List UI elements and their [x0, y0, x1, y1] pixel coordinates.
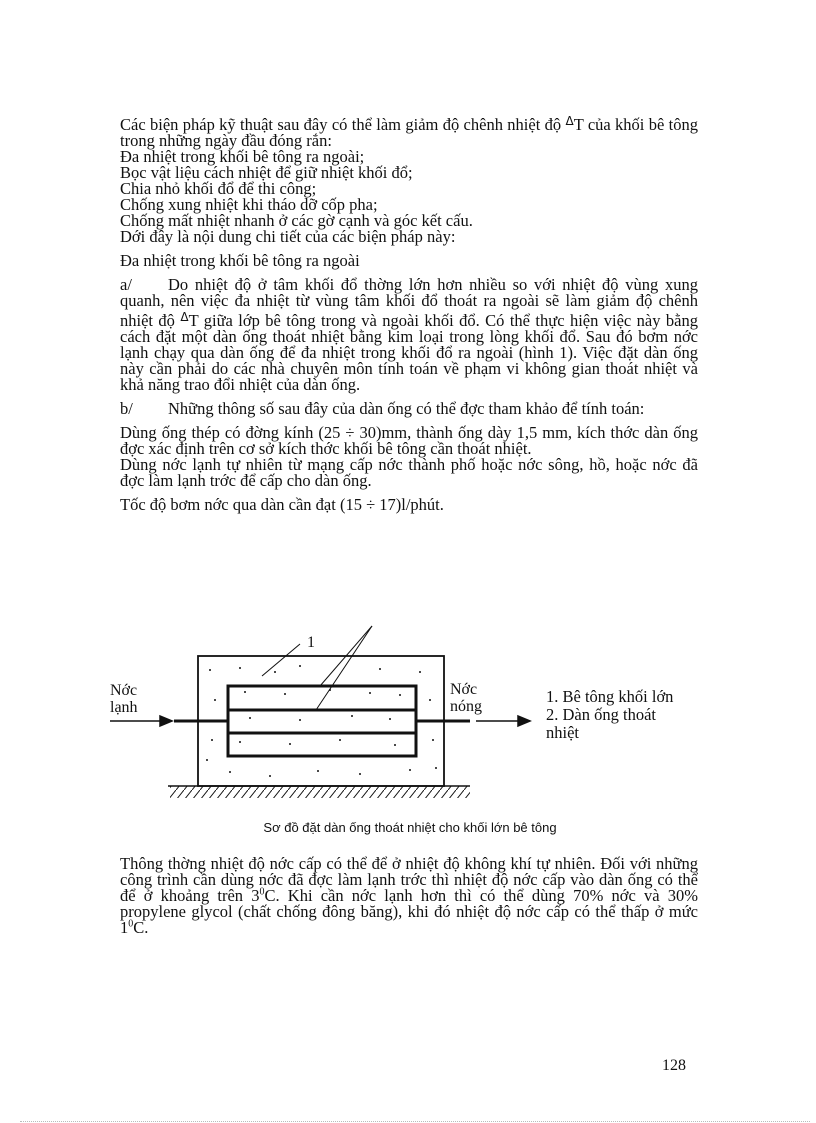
- measure-item: Đa nhiệt trong khối bê tông ra ngoài;: [120, 147, 365, 166]
- outlet-arrow: [476, 716, 530, 726]
- measure-item: Chống mất nhiệt nhanh ở các gờ cạnh và góc kết cấu.: [120, 211, 473, 230]
- paragraph-b-label: b/: [120, 399, 133, 418]
- delta-symbol: Δ: [180, 310, 189, 324]
- paragraph-b: b/ Những thông số sau đây của dàn ống có thể đợc tham khảo để tính toán:: [120, 399, 645, 418]
- page-bottom-rule: [20, 1121, 810, 1122]
- degree-superscript: 0: [259, 886, 265, 898]
- figure-caption: Sơ đồ đặt dàn ống thoát nhiệt cho khối lớn bê tông: [263, 820, 557, 835]
- measure-item: Bọc vật liệu cách nhiệt để giữ nhiệt khối đổ;: [120, 163, 413, 182]
- param-item: Tốc độ bơm nớc qua dàn cần đạt (15 ÷ 17)l/phút.: [120, 495, 444, 514]
- closing-paragraph: Thông thờng nhiệt độ nớc cấp có thể để ở nhiệt độ không khí tự nhiên. Đối với những công trình cần dùng nớc đã đợc làm lạnh trớc thì nhiệt độ nớc cấp vào dàn ống có thể để ở khoảng trên $3^0C$. Khi cần nớc lạnh hơn thì có thể dùng 70% nớc và 30% propylene glycol (chất chống đông băng), khi đó nhiệt độ nớc cấp có thể thấp ở mức $1^0C$.: [120, 854, 698, 937]
- outlet-label: Nớc nóng: [450, 681, 482, 715]
- ground-hatch: [170, 786, 470, 798]
- measure-item: Chia nhỏ khối đổ để thi công;: [120, 179, 317, 198]
- param-item: Dùng ống thép có đờng kính (25 ÷ 30)mm, thành ống dày 1,5 mm, kích thớc dàn ống đợc xác định trên cơ sở kích thớc khối bê tông cần thoát nhiệt.: [120, 423, 698, 458]
- legend-item: 1. Bê tông khối lớn: [546, 687, 674, 706]
- intro-paragraph: Các biện pháp kỹ thuật sau đây có thể làm giảm độ chênh nhiệt độ $^\Delta$T của khối bê tông trong những ngày đầu đóng rắn:: [120, 114, 698, 150]
- degree-superscript: 0: [128, 918, 134, 930]
- concrete-aggregate: [206, 665, 437, 777]
- intro-section: [120, 113, 698, 513]
- callout-number: 1: [307, 634, 315, 651]
- callout-line-3: [316, 626, 372, 710]
- page-number: 128: [662, 1057, 686, 1074]
- measure-item: Dới đây là nội dung chi tiết của các biện pháp này:: [120, 227, 456, 246]
- legend-item: 2. Dàn ống thoát: [546, 705, 656, 724]
- measure-item: Chống xung nhiệt khi tháo dỡ cốp pha;: [120, 195, 378, 214]
- inlet-arrow: [110, 716, 172, 726]
- delta-symbol: Δ: [565, 114, 574, 128]
- inlet-label: Nớc lạnh: [110, 682, 138, 716]
- callout-line-1: [262, 644, 300, 676]
- concrete-block: [198, 656, 444, 786]
- paragraph-a-label: a/: [120, 275, 132, 294]
- figure-legend: [546, 688, 673, 742]
- legend-item: nhiệt: [546, 723, 579, 742]
- paragraph-a: a/ Do nhiệt độ ở tâm khối đổ thờng lớn hơn nhiều so với nhiệt độ vùng xung quanh, nên việc đa nhiệt từ vùng tâm khối đổ thoát ra ngoài sẽ làm giảm độ chênh nhiệt độ $^\Delta$T giữa lớp bê tông trong và ngoài khối đổ. Có thể thực hiện việc này bằng cách đặt một dàn ống thoát nhiệt bằng kim loại trong lòng khối đổ. Sau đó bơm nớc lạnh chạy qua dàn ống để đa nhiệt trong khối đổ ra ngoài (hình 1). Việc đặt dàn ống này cần phải do các nhà chuyên môn tính toán về phạm vi không gian thoát nhiệt và khả năng trao đổi nhiệt của dàn ống.: [120, 275, 698, 394]
- param-item: Dùng nớc lạnh tự nhiên từ mạng cấp nớc thành phố hoặc nớc sông, hồ, hoặc nớc đã đợc làm lạnh trớc để cấp cho dàn ống.: [120, 455, 698, 490]
- pipe-grid-outer: [228, 686, 416, 756]
- closing-section: [120, 856, 698, 936]
- section-heading: Đa nhiệt trong khối bê tông ra ngoài: [120, 251, 360, 270]
